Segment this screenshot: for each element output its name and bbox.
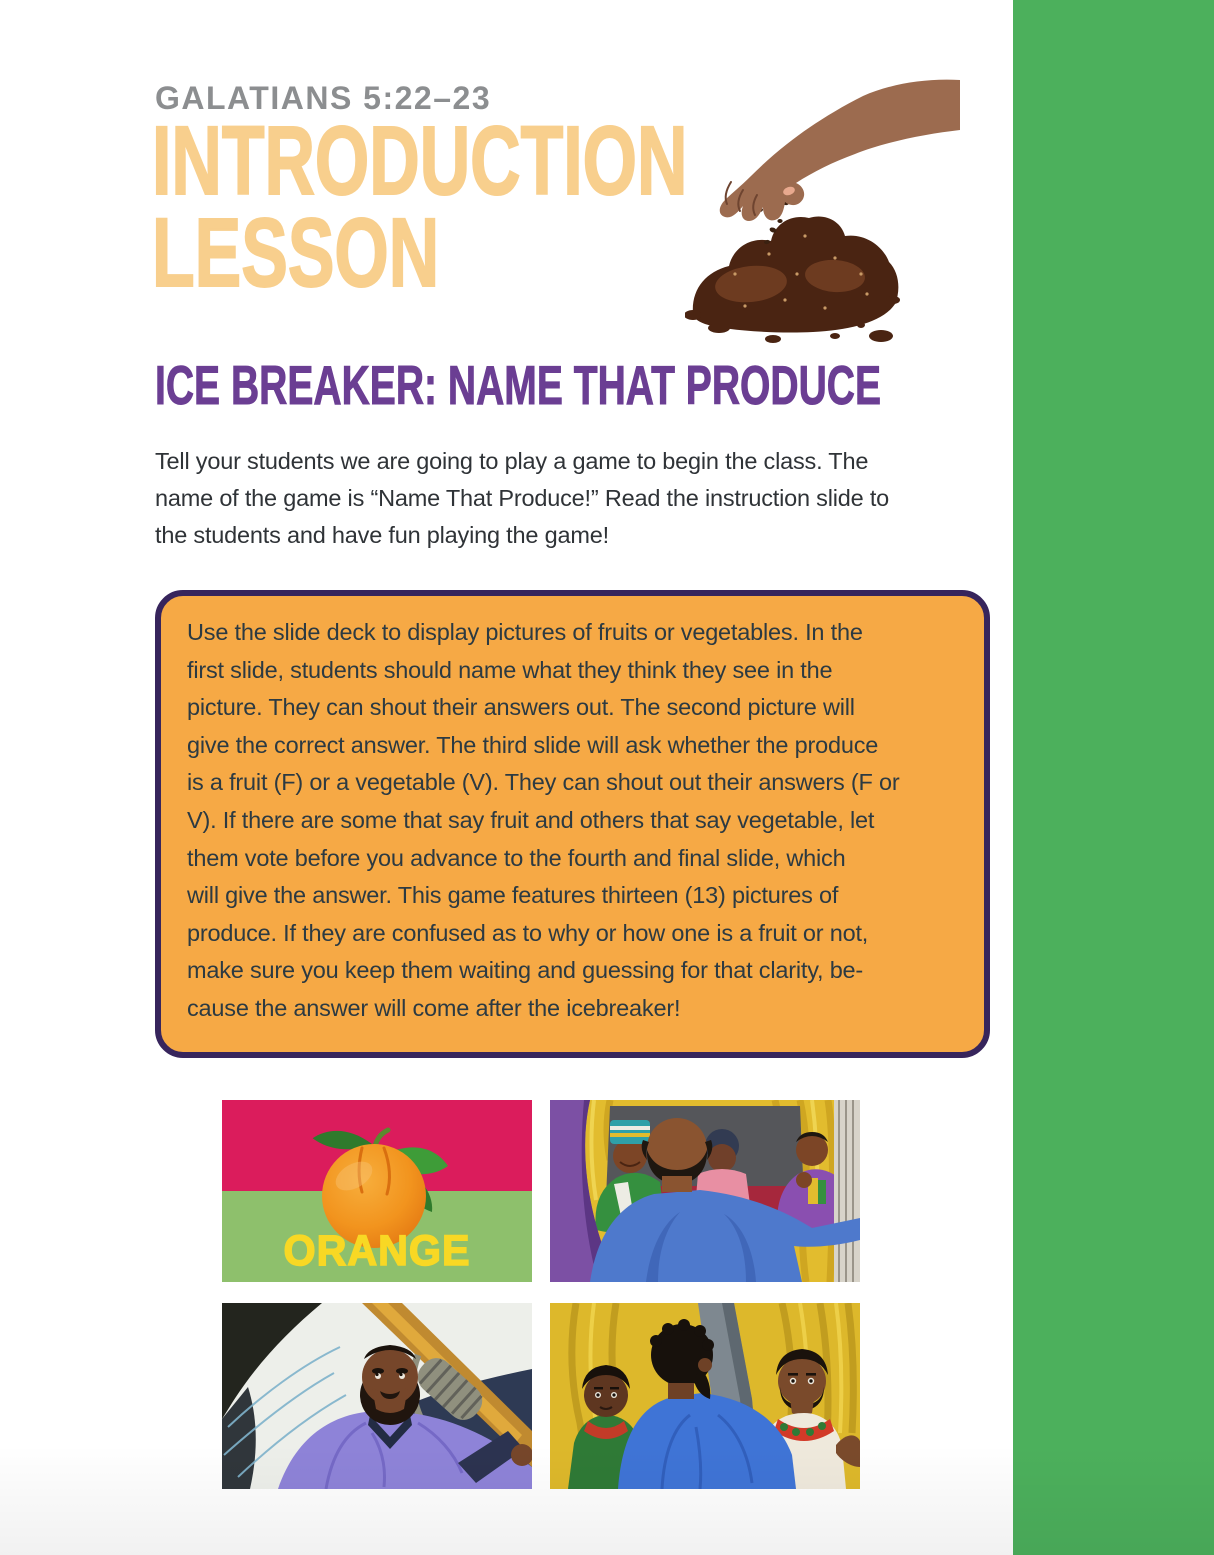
page-title-line2: LESSON: [152, 198, 440, 307]
callout-line: cause the answer will come after the icebreaker!: [187, 994, 681, 1021]
scripture-reference: GALATIANS 5:22–23: [155, 80, 492, 116]
callout-line: picture. They can shout their answers out. The second picture will: [187, 694, 855, 721]
slide-thumb-throne-scene: [550, 1100, 860, 1282]
callout-line: will give the answer. This game features thirteen (13) pictures of: [187, 882, 839, 909]
instruction-callout-box: [155, 590, 990, 1058]
callout-line: first slide, students should name what they think they see in the: [187, 656, 833, 683]
section-heading-text: ICE BREAKER: NAME THAT PRODUCE: [155, 354, 882, 416]
intro-line: the students and have fun playing the game!: [155, 522, 609, 548]
intro-line: Tell your students we are going to play a game to begin the class. The: [155, 448, 869, 474]
throne-scene-illustration: [550, 1100, 860, 1282]
ship-scene-illustration: [222, 1303, 532, 1489]
section-heading: [155, 354, 1178, 416]
callout-line: give the correct answer. The third slide will ask whether the produce: [187, 731, 879, 758]
orange-slide-label: ORANGE: [283, 1227, 471, 1275]
slide-thumb-ship-scene: [222, 1303, 532, 1489]
callout-line: Use the slide deck to display pictures of fruits or vegetables. In the: [187, 619, 863, 645]
callout-line: produce. If they are confused as to why or how one is a fruit or not,: [187, 919, 869, 946]
callout-line: is a fruit (F) or a vegetable (V). They can shout out their answers (F or: [187, 769, 900, 796]
callout-line: make sure you keep them waiting and guessing for that clarity, be-: [187, 957, 864, 984]
callout-line: them vote before you advance to the fourth and final slide, which: [187, 844, 846, 871]
greeting-scene-illustration: [550, 1303, 860, 1489]
intro-paragraph: [155, 443, 889, 554]
page-title-line1: INTRODUCTION: [152, 106, 688, 215]
slide-thumb-orange-answer: [222, 1100, 532, 1282]
callout-line: V). If there are some that say fruit and others that say vegetable, let: [187, 806, 875, 833]
hand-planting-seeds-icon: [685, 78, 960, 348]
slide-thumb-greeting-scene: [550, 1303, 860, 1489]
intro-line: name of the game is “Name That Produce!” Read the instruction slide to: [155, 485, 890, 511]
page-edge-green-bar: [1013, 0, 1214, 1555]
